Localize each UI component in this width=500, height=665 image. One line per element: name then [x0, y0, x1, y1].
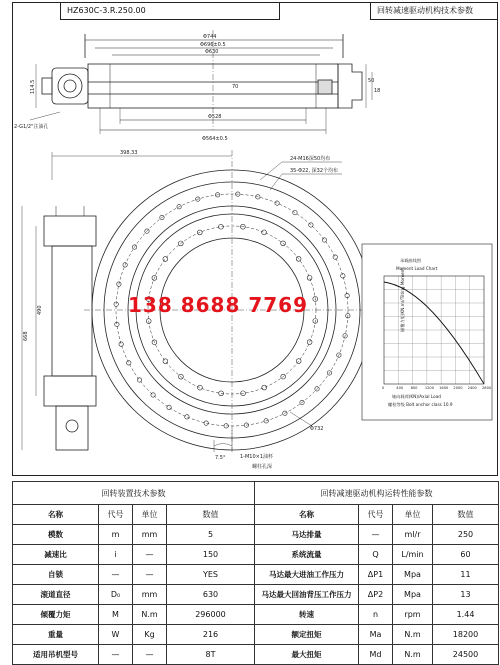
- table-cell: 8T: [167, 645, 255, 665]
- table-cell: 250: [433, 525, 499, 545]
- table-cell: 24500: [433, 645, 499, 665]
- col-value-2: 数值: [433, 505, 499, 525]
- dim-d744: Φ744: [203, 34, 217, 40]
- table-cell: 滚道直径: [13, 585, 99, 605]
- sheet-title: 回转减速驱动机构技术参数: [370, 2, 498, 20]
- dim-d528: Φ528: [208, 114, 222, 120]
- chart-x-tick: 1600: [439, 386, 449, 390]
- col-name-2: 名称: [255, 505, 359, 525]
- bolt-hole: [137, 378, 141, 382]
- bolt-hole: [262, 385, 267, 390]
- table-cell: —: [133, 545, 167, 565]
- col-name: 名称: [13, 505, 99, 525]
- bolt-hole: [204, 421, 208, 425]
- dim-490: 490: [37, 305, 43, 315]
- dim-d564: Φ564±0.5: [202, 136, 228, 142]
- table-cell: N.m: [393, 625, 433, 645]
- angle-label: 7.5°: [215, 455, 226, 461]
- table-row: [13, 625, 499, 645]
- table-cell: ml/r: [393, 525, 433, 545]
- table-cell: rpm: [393, 605, 433, 625]
- note-d22: 35-Φ22, 深32个均布: [290, 168, 339, 174]
- table-cell: 马达最大进油工作压力: [255, 565, 359, 585]
- table-cell: —: [133, 645, 167, 665]
- bolt-hole: [333, 255, 337, 259]
- table-cell: Ma: [359, 625, 393, 645]
- bolt-hole-note: 螺柱孔深: [252, 464, 273, 470]
- oil-cup-note: 1-M10×1油杯: [240, 454, 274, 460]
- table-cell: 11: [433, 565, 499, 585]
- table-cell: N.m: [393, 645, 433, 665]
- dim-d732: Φ732: [310, 426, 324, 432]
- table-cell: n: [359, 605, 393, 625]
- dim-h114: 114.5: [30, 79, 36, 94]
- table-cell: L/min: [393, 545, 433, 565]
- table-cell: M: [99, 605, 133, 625]
- table-cell: 转速: [255, 605, 359, 625]
- bolt-hole: [127, 361, 131, 365]
- table-cell: 296000: [167, 605, 255, 625]
- chart-bolt-note: 螺栓等级 Bolt anchor class 10.9: [388, 402, 453, 407]
- col-symbol-2: 代号: [359, 505, 393, 525]
- dim-h70: 70: [232, 84, 239, 90]
- table-cell: 马达最大回油背压工作压力: [255, 585, 359, 605]
- table-cell: 5: [167, 525, 255, 545]
- table-row: [13, 525, 499, 545]
- chart-x-tick: 2000: [453, 386, 463, 390]
- chart-title-en: Moment Load Chart: [396, 266, 438, 271]
- table-cell: W: [99, 625, 133, 645]
- chart-x-tick: 2400: [467, 386, 477, 390]
- note-m16: 24-M16深50均布: [290, 156, 331, 162]
- table-cell: 1.44: [433, 605, 499, 625]
- bolt-hole: [163, 359, 168, 364]
- table-cell: N.m: [133, 605, 167, 625]
- table-row: [13, 545, 499, 565]
- table-cell: 模数: [13, 525, 99, 545]
- chart-x-tick: 2800: [482, 386, 492, 390]
- table-cell: m: [99, 525, 133, 545]
- col-unit-2: 单位: [393, 505, 433, 525]
- moment-load-chart: [362, 244, 492, 420]
- dim-d630: Φ630: [205, 49, 219, 55]
- table-row: [13, 565, 499, 585]
- bolt-hole: [185, 415, 189, 419]
- bolt-hole: [307, 275, 312, 280]
- table-cell: i: [99, 545, 133, 565]
- table-cell: D₀: [99, 585, 133, 605]
- table-cell: 马达排量: [255, 525, 359, 545]
- table-cell: ΔP2: [359, 585, 393, 605]
- bolt-hole: [151, 393, 155, 397]
- col-value: 数值: [167, 505, 255, 525]
- bolt-hole: [296, 359, 301, 364]
- table-cell: mm: [133, 525, 167, 545]
- bolt-hole: [262, 230, 267, 235]
- table-cell: —: [359, 525, 393, 545]
- table-cell: 最大扭矩: [255, 645, 359, 665]
- chart-title-cn: 承载曲线图: [400, 258, 421, 263]
- table-cell: 自锁: [13, 565, 99, 585]
- table-cell: 150: [167, 545, 255, 565]
- table-cell: 216: [167, 625, 255, 645]
- column-header-row: [13, 505, 499, 525]
- table-cell: Mpa: [393, 565, 433, 585]
- dim-h50: 50: [368, 78, 375, 84]
- table-cell: —: [133, 565, 167, 585]
- table-cell: 减速比: [13, 545, 99, 565]
- table-cell: 重量: [13, 625, 99, 645]
- dim-d696: Φ696±0.5: [200, 42, 226, 48]
- chart-ylabel: 倾覆力矩(KN.m)/Tilting Moment: [400, 267, 405, 332]
- table-cell: ΔP1: [359, 565, 393, 585]
- chart-x-tick: 400: [396, 386, 404, 390]
- col-unit: 单位: [133, 505, 167, 525]
- table-row: [13, 585, 499, 605]
- table-cell: 倾覆力矩: [13, 605, 99, 625]
- table-cell: 13: [433, 585, 499, 605]
- table-cell: 60: [433, 545, 499, 565]
- table-row: [13, 605, 499, 625]
- table-cell: Md: [359, 645, 393, 665]
- table-cell: 18200: [433, 625, 499, 645]
- chart-xlabel: 轴向载荷(KN)/Axial Load: [392, 394, 441, 399]
- table-cell: 额定扭矩: [255, 625, 359, 645]
- bolt-hole: [341, 274, 345, 278]
- oil-hole-note: 2-G1/2"注油孔: [14, 124, 49, 130]
- bolt-hole: [167, 405, 171, 409]
- bolt-hole: [163, 257, 168, 262]
- dim-668: 668: [23, 331, 29, 341]
- table-cell: Mpa: [393, 585, 433, 605]
- spec-table: [12, 481, 499, 665]
- table-cell: Kg: [133, 625, 167, 645]
- dim-398: 398.33: [120, 150, 138, 156]
- table-cell: 适用吊机型号: [13, 645, 99, 665]
- phone-watermark: 138 8688 7769: [128, 293, 309, 317]
- chart-x-tick: 800: [410, 386, 418, 390]
- right-table-header: 回转减速驱动机构运转性能参数: [255, 482, 499, 505]
- model-number: HZ630C-3.R.250.00: [60, 2, 280, 20]
- table-cell: —: [99, 645, 133, 665]
- table-cell: mm: [133, 585, 167, 605]
- table-row: [13, 645, 499, 665]
- table-cell: 系统流量: [255, 545, 359, 565]
- bolt-hole: [198, 385, 203, 390]
- col-symbol: 代号: [99, 505, 133, 525]
- chart-x-tick: 0: [382, 386, 385, 390]
- chart-x-tick: 1200: [424, 386, 435, 390]
- table-cell: Q: [359, 545, 393, 565]
- dim-h18: 18: [374, 88, 381, 94]
- table-cell: YES: [167, 565, 255, 585]
- left-table-header: 回转装置技术参数: [13, 482, 255, 505]
- table-cell: 630: [167, 585, 255, 605]
- bolt-hole: [119, 342, 123, 346]
- table-cell: —: [99, 565, 133, 585]
